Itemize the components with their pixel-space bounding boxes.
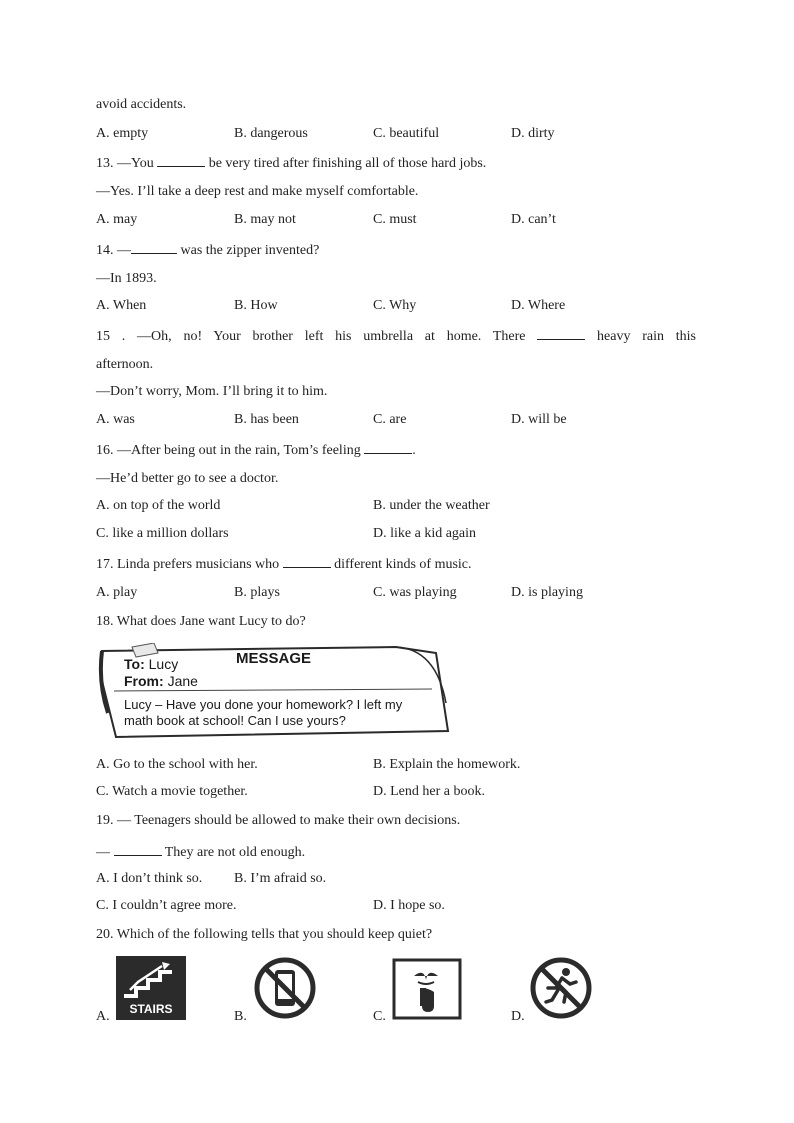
q19-option-a[interactable]: A. I don’t think so. — [96, 871, 203, 886]
q13-option-c[interactable]: C. must — [373, 212, 417, 227]
q12-option-c[interactable]: C. beautiful — [373, 126, 440, 141]
q14-option-a[interactable]: A. When — [96, 298, 147, 313]
note-body-line1: Lucy – Have you done your homework? I left my — [124, 697, 403, 712]
q14-question — [96, 240, 319, 260]
q18-option-d[interactable]: D. Lend her a book. — [373, 784, 485, 799]
q13-option-a[interactable]: A. may — [96, 212, 138, 227]
q16-option-d[interactable]: D. like a kid again — [373, 526, 477, 541]
q19-answer-prefix: — — [96, 845, 110, 860]
q17-option-b[interactable]: B. plays — [234, 585, 280, 600]
q16-option-b[interactable]: B. under the weather — [373, 498, 490, 513]
note-body-line2: math book at school! Can I use yours? — [124, 713, 346, 728]
q16-option-c[interactable]: C. like a million dollars — [96, 526, 229, 541]
q14-blank[interactable] — [131, 240, 177, 254]
q13-rest: be very tired after finishing all of those hard jobs. — [208, 156, 487, 171]
note-to-label: To: — [124, 656, 145, 672]
q14-option-d[interactable]: D. Where — [511, 298, 566, 313]
q18-question: 18. What does Jane want Lucy to do? — [96, 614, 306, 629]
q17-option-a[interactable]: A. play — [96, 585, 138, 600]
q15-option-a[interactable]: A. was — [96, 412, 135, 427]
q15-line1: 15 . —Oh, no! Your brother left his umbrella at home. There — [96, 329, 526, 344]
q15-option-b[interactable]: B. has been — [234, 412, 299, 427]
q12-option-b[interactable]: B. dangerous — [234, 126, 308, 141]
q17-option-d[interactable]: D. is playing — [511, 585, 583, 600]
q15-option-d[interactable]: D. will be — [511, 412, 567, 427]
q16-num: 16. —After being out in the rain, Tom’s feeling — [96, 443, 361, 458]
q14-answer: —In 1893. — [96, 271, 157, 286]
q13-option-d[interactable]: D. can’t — [511, 212, 556, 227]
note-to-line — [124, 656, 178, 672]
q14-option-c[interactable]: C. Why — [373, 298, 417, 313]
note-from-line — [124, 673, 198, 689]
q15-line1-tail: heavy rain this — [597, 329, 697, 344]
q16-blank[interactable] — [364, 440, 412, 454]
intro-line: avoid accidents. — [96, 97, 187, 112]
q18-option-c[interactable]: C. Watch a movie together. — [96, 784, 248, 799]
no-running-sign-icon[interactable] — [528, 956, 598, 1020]
q20-option-c[interactable]: C. — [373, 1009, 386, 1024]
q19-answer-rest: They are not old enough. — [164, 845, 306, 860]
q19-option-b[interactable]: B. I’m afraid so. — [234, 871, 327, 886]
q13-option-b[interactable]: B. may not — [234, 212, 296, 227]
q17-blank[interactable] — [283, 554, 331, 568]
q13-answer: —Yes. I’ll take a deep rest and make myself comfortable. — [96, 184, 419, 199]
q12-option-d[interactable]: D. dirty — [511, 126, 555, 141]
q18-option-b[interactable]: B. Explain the homework. — [373, 757, 521, 772]
q16-question — [96, 440, 416, 460]
q18-option-a[interactable]: A. Go to the school with her. — [96, 757, 258, 772]
q16-option-a[interactable]: A. on top of the world — [96, 498, 221, 513]
q17-num: 17. Linda prefers musicians who — [96, 557, 280, 572]
q19-blank[interactable] — [114, 842, 162, 856]
no-phone-sign-icon[interactable] — [252, 956, 322, 1020]
q19-answer — [96, 842, 305, 862]
q16-answer: —He’d better go to see a doctor. — [96, 471, 279, 486]
q15-blank[interactable] — [537, 326, 585, 340]
q19-option-d[interactable]: D. I hope so. — [373, 898, 445, 913]
q20-option-d[interactable]: D. — [511, 1009, 525, 1024]
q15-answer: —Don’t worry, Mom. I’ll bring it to him. — [96, 384, 328, 399]
note-title: MESSAGE — [236, 650, 312, 667]
stairs-sign-icon[interactable] — [116, 956, 186, 1020]
q12-option-a[interactable]: A. empty — [96, 126, 149, 141]
q20-question: 20. Which of the following tells that you should keep quiet? — [96, 927, 433, 942]
q15-option-c[interactable]: C. are — [373, 412, 407, 427]
q17-option-c[interactable]: C. was playing — [373, 585, 457, 600]
q13-blank[interactable] — [157, 153, 205, 167]
q16-tail: . — [412, 443, 416, 458]
q17-question — [96, 554, 472, 574]
message-note — [96, 643, 452, 739]
quiet-sign-icon[interactable] — [392, 958, 462, 1022]
q17-rest: different kinds of music. — [334, 557, 472, 572]
note-from: Jane — [167, 673, 198, 689]
q15-question — [96, 326, 696, 346]
q14-option-b[interactable]: B. How — [234, 298, 278, 313]
q19-question: 19. — Teenagers should be allowed to make their own decisions. — [96, 813, 461, 828]
q13-question — [96, 153, 486, 173]
q13-num: 13. —You — [96, 156, 154, 171]
q14-rest: was the zipper invented? — [180, 243, 320, 258]
note-to: Lucy — [148, 656, 179, 672]
q19-option-c[interactable]: C. I couldn’t agree more. — [96, 898, 237, 913]
q20-option-b[interactable]: B. — [234, 1009, 247, 1024]
note-from-label: From: — [124, 673, 164, 689]
q15-line2: afternoon. — [96, 357, 154, 372]
stairs-sign-text: STAIRS — [129, 1002, 173, 1016]
q14-num: 14. — — [96, 243, 131, 258]
q20-option-a[interactable]: A. — [96, 1009, 110, 1024]
